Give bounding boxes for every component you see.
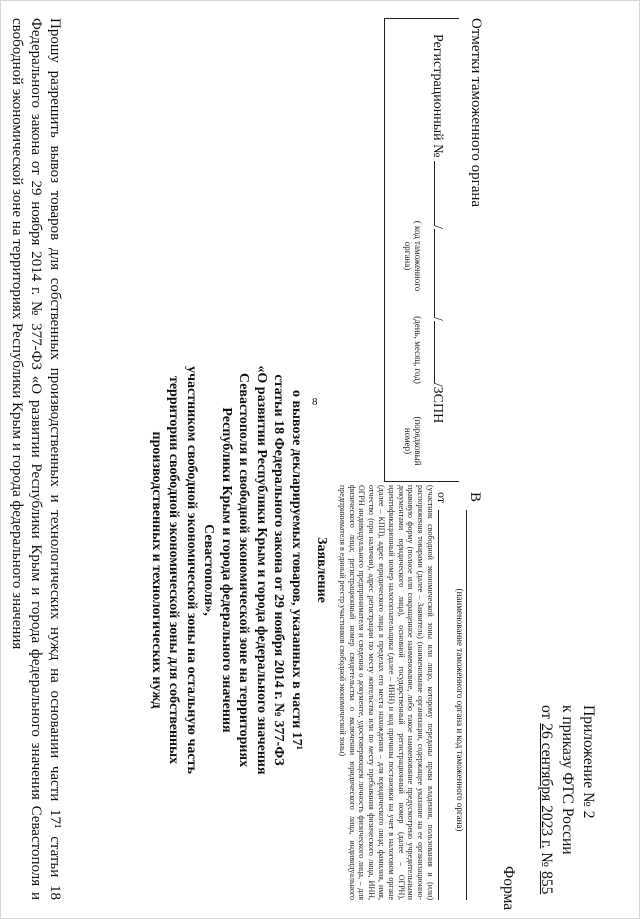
registration-suffix: /ЗСПН (430, 382, 445, 424)
caption-customs-code: ( код таможенного органа) (403, 220, 423, 292)
appendix-line-1: Приложение № 2 (580, 705, 597, 819)
from-label: от (435, 492, 449, 504)
appendix-line-2: к приказу ФТС России (559, 705, 576, 855)
statement-line: производственных и технологических нужд (149, 431, 164, 709)
appendix-header (536, 705, 599, 900)
from-caption: (участник свободной экономической зоны или лицо, которому переданы права владения, пользования и (или) распоряжения товарами (далее – Заявитель) (наименование организации, содержащее указание на ее организационно-правовую форму (полное или сокращенное наименование, либо такое наименование предусмотрено учредительными документами юридического лица), основной государственный регистрационный номер (далее – ОГРН), идентификационный номер налогоплательщика (далее – ИНН) и код причины постановки на учет в налоговом органе (далее – КПП), адрес юридического лица в пределах его места нахождения – для юридического лица; фамилия, имя, отчество (при наличии), адрес регистрации по месту жительства или по месту пребывания физического лица, ИНН, ОГРН индивидуального предпринимателя и сведения о документе, удостоверяющем личность физического лица, – для физического лица; регистрационный номер свидетельства о включении юридического лица, индивидуального предпринимателя в единый реестр участников свободной экономической зоны) (337, 485, 435, 900)
to-caption: (наименование таможенного органа и код таможенного органа) (455, 588, 465, 832)
form-label: Форма (500, 866, 517, 911)
appendix-date: 26 сентября 2023 г. (538, 723, 555, 849)
to-label: В (467, 492, 483, 503)
reg-number-blank (434, 321, 447, 383)
reg-code-blank (434, 161, 447, 225)
statement-line: «О развитии Республики Крым и города федерального значения (254, 365, 269, 775)
statement-line: статьи 18 Федерального закона от 29 ноября 2014 г. № 377-ФЗ (271, 374, 287, 766)
statement-line: территории свободной экономической зоны для собственных (166, 375, 182, 765)
request-paragraph: Прошу разрешить вывоз товаров для собственных производственных и технологических нужд на основании части 17¹ статьи 18 Федерального закона от 29 ноября 2014 г. № 377-ФЗ «О развитии Республики Крым и города федерального значения Севастополя и свободной экономической зоне на территориях Республики Крым и города федерального значения (9, 18, 63, 900)
registration-number-label: Регистрационный № (430, 34, 445, 158)
statement-line: Севастополя и свободной экономической зоне на территориях (236, 372, 252, 768)
caption-serial-number: (порядковый номер) (403, 416, 423, 466)
registration-number-line: Регистрационный № ///ЗСПН (430, 34, 445, 424)
statement-title (148, 360, 306, 780)
statement-line: Республики Крым и города федерального значения Севастополя», (201, 407, 234, 733)
reg-date-blank (434, 229, 447, 317)
to-field-line (466, 510, 467, 900)
page-number: 8 (312, 396, 318, 408)
statement-line: участником свободной экономической зоны на остальную часть (184, 366, 199, 774)
appendix-number: 855 (538, 871, 555, 895)
caption-date: (день, месяц, год) (413, 316, 423, 384)
appendix-number-label: № (538, 852, 555, 868)
appendix-date-prefix: от (538, 705, 555, 720)
customs-marks-title: Отметки таможенного органа (468, 18, 484, 208)
statement-heading: Заявление (314, 537, 329, 603)
statement-line: о вывозе декларируемых товаров, указанных в части 17¹ (289, 390, 304, 750)
appendix-line-3 (536, 705, 557, 900)
from-field-line (438, 510, 439, 900)
rotated-document-sheet (9, 0, 629, 919)
